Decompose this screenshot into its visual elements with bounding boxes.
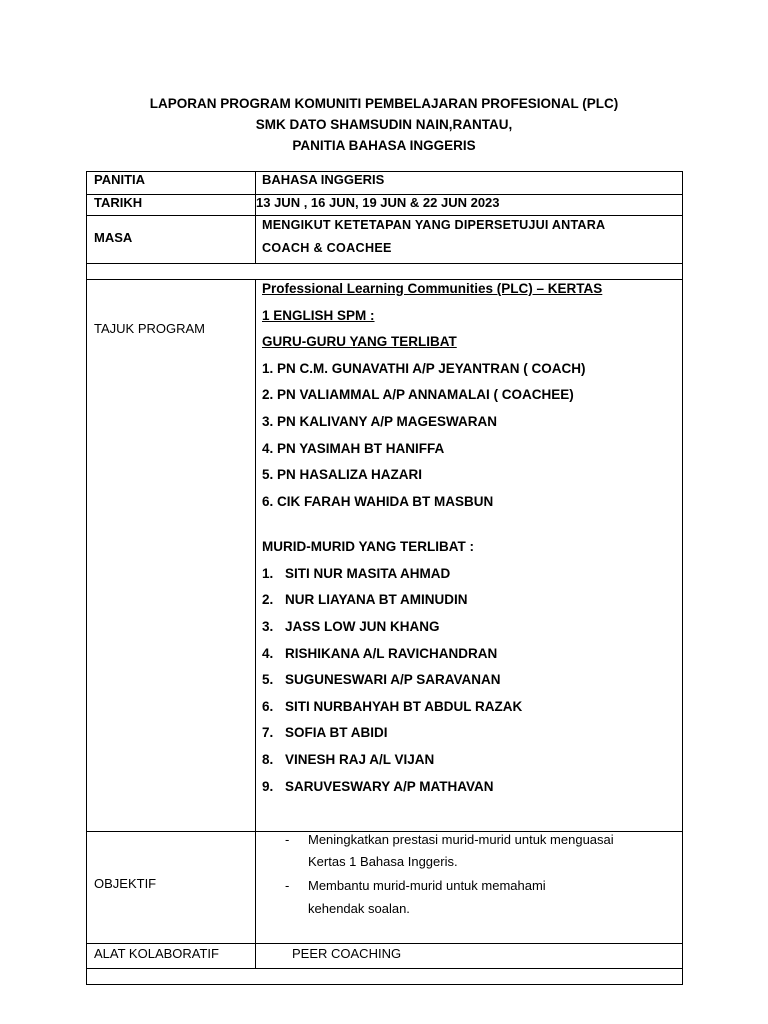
panitia-label: PANITIA	[94, 172, 146, 187]
report-header	[0, 93, 768, 156]
bullet-dash: -	[285, 878, 290, 893]
bullet-dash: -	[285, 832, 290, 847]
teacher-item: 3. PN KALIVANY A/P MAGESWARAN	[262, 414, 498, 429]
table-border-right	[682, 171, 683, 985]
alat-value: PEER COACHING	[292, 946, 402, 961]
student-name: VINESH RAJ A/L VIJAN	[285, 752, 435, 767]
table-border-top	[86, 171, 683, 172]
students-heading: MURID-MURID YANG TERLIBAT :	[262, 539, 474, 554]
committee-name: PANITIA BAHASA INGGERIS	[292, 138, 476, 153]
masa-value-line1: MENGIKUT KETETAPAN YANG DIPERSETUJUI ANTARA	[262, 218, 606, 232]
row-divider	[86, 968, 683, 969]
student-number: 2.	[262, 592, 274, 607]
column-divider	[255, 279, 256, 969]
column-divider	[255, 171, 256, 264]
alat-label: ALAT KOLABORATIF	[94, 946, 219, 961]
student-number: 8.	[262, 752, 274, 767]
tarikh-value: 13 JUN , 16 JUN, 19 JUN & 22 JUN 2023	[256, 195, 500, 210]
objective-2-line1: Membantu murid-murid untuk memahami	[308, 878, 546, 893]
report-title: LAPORAN PROGRAM KOMUNITI PEMBELAJARAN PROFESIONAL (PLC)	[149, 96, 619, 111]
teacher-item: 2. PN VALIAMMAL A/P ANNAMALAI ( COACHEE)	[262, 387, 574, 402]
student-number: 9.	[262, 779, 274, 794]
table-border-bottom	[86, 984, 683, 985]
student-number: 3.	[262, 619, 274, 634]
objective-1-line1: Meningkatkan prestasi murid-murid untuk menguasai	[308, 832, 614, 847]
student-name: NUR LIAYANA BT AMINUDIN	[285, 592, 468, 607]
program-title-line2: 1 ENGLISH SPM :	[262, 308, 375, 323]
masa-value-line2: COACH & COACHEE	[262, 241, 392, 255]
masa-label: MASA	[94, 230, 133, 245]
student-number: 6.	[262, 699, 274, 714]
student-name: SITI NUR MASITA AHMAD	[285, 566, 451, 581]
student-name: RISHIKANA A/L RAVICHANDRAN	[285, 646, 498, 661]
tajuk-label: TAJUK PROGRAM	[94, 321, 205, 336]
student-number: 4.	[262, 646, 274, 661]
teacher-item: 6. CIK FARAH WAHIDA BT MASBUN	[262, 494, 494, 509]
school-name: SMK DATO SHAMSUDIN NAIN,RANTAU,	[255, 117, 513, 132]
student-name: JASS LOW JUN KHANG	[285, 619, 440, 634]
objective-1-line2: Kertas 1 Bahasa Inggeris.	[308, 854, 458, 869]
row-divider	[86, 279, 683, 280]
teacher-item: 4. PN YASIMAH BT HANIFFA	[262, 441, 445, 456]
student-number: 5.	[262, 672, 274, 687]
student-name: SARUVESWARY A/P MATHAVAN	[285, 779, 494, 794]
row-divider	[86, 215, 683, 216]
student-name: SUGUNESWARI A/P SARAVANAN	[285, 672, 501, 687]
table-border-left	[86, 171, 87, 985]
row-divider	[86, 263, 683, 264]
panitia-value: BAHASA INGGERIS	[262, 172, 385, 187]
tarikh-label: TARIKH	[94, 195, 143, 210]
student-name: SOFIA BT ABIDI	[285, 725, 388, 740]
objective-2-line2: kehendak soalan.	[308, 901, 410, 916]
objektif-label: OBJEKTIF	[94, 876, 157, 891]
teacher-item: 1. PN C.M. GUNAVATHI A/P JEYANTRAN ( COACH)	[262, 361, 586, 376]
student-name: SITI NURBAHYAH BT ABDUL RAZAK	[285, 699, 523, 714]
student-number: 1.	[262, 566, 274, 581]
program-title-line1: Professional Learning Communities (PLC) – KERTAS	[262, 281, 603, 296]
teachers-heading: GURU-GURU YANG TERLIBAT	[262, 334, 457, 349]
teacher-item: 5. PN HASALIZA HAZARI	[262, 467, 423, 482]
row-divider	[86, 943, 683, 944]
student-number: 7.	[262, 725, 274, 740]
